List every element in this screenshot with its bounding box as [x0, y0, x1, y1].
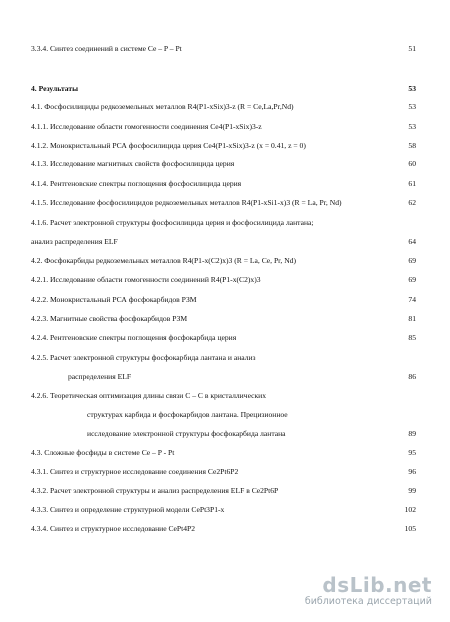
toc-entry-page: 81	[408, 314, 416, 323]
toc-entry-page: 102	[404, 505, 416, 514]
toc-entry-page: 74	[408, 295, 416, 304]
watermark-logo: dsLib.net	[322, 573, 432, 597]
toc-entry-page: 53	[408, 84, 416, 93]
toc-entry-title: анализ распределения ELF	[31, 237, 118, 246]
toc-entry-page: 96	[408, 467, 416, 476]
toc-entry-title: 4.1.4. Рентгеновские спектры поглощения фосфосилицида церия	[31, 179, 242, 188]
toc-entry-title: 4.2.1. Исследование области гомогенности соединений R4(P1-x(C2)x)3	[31, 275, 261, 284]
toc-entry-page: 85	[408, 333, 416, 342]
watermark-tagline: библиотека диссертаций	[304, 596, 432, 607]
toc-entry-title: 4.1. Фосфосилициды редкоземельных металлов R4(P1-xSix)3-z (R = Ce,La,Pr,Nd)	[31, 102, 294, 111]
toc-entry-page: 53	[408, 102, 416, 111]
toc-entry-title: 4.3.1. Синтез и структурное исследование соединения Ce2Pt6P2	[31, 467, 239, 476]
toc-entry-page: 51	[408, 44, 416, 53]
toc-entry-page: 53	[408, 122, 416, 131]
toc-entry-title: распределения ELF	[68, 372, 132, 381]
toc-entry-page: 105	[404, 524, 416, 533]
toc-entry-page: 99	[408, 486, 416, 495]
toc-entry-title: 4.3.3. Синтез и определение структурной модели CePt3P1-x	[31, 505, 225, 514]
toc-entry-title: 3.3.4. Синтез соединений в системе Ce – P – Pt	[31, 44, 182, 53]
toc-entry-title: 4.3.2. Расчет электронной структуры и анализ распределения ELF в Ce2Pt6P	[31, 486, 279, 495]
toc-entry-title: 4.1.1. Исследование области гомогенности соединения Ce4(P1-xSix)3-z	[31, 122, 262, 131]
toc-entry-title: 4. Результаты	[31, 84, 79, 93]
toc-entry-title: 4.3.4. Синтез и структурное исследование CePt4P2	[31, 524, 196, 533]
toc-entry-page: 60	[408, 159, 416, 168]
toc-entry-title: 4.1.6. Расчет электронной структуры фосфосилицида церия и фосфосилицида лантана;	[31, 218, 314, 227]
toc-entry-page: 58	[408, 141, 416, 150]
toc-entry-page: 64	[408, 237, 416, 246]
toc-entry-page: 61	[408, 179, 416, 188]
toc-entry-title: 4.1.3. Исследование магнитных свойств фосфосилицида церия	[31, 159, 235, 168]
toc-entry-title: 4.1.5. Исследование фосфосилицидов редкоземельных металлов R4(P1-xSi1-x)3 (R = La, Pr, Nd)	[31, 198, 342, 207]
toc-entry-title: 4.2. Фосфокарбиды редкоземельных металлов R4(P1-x(C2)x)3 (R = La, Ce, Pr, Nd)	[31, 256, 297, 265]
toc-entry-page: 69	[408, 256, 416, 265]
toc-entry-page: 69	[408, 275, 416, 284]
toc-entry-title: 4.2.4. Рентгеновские спектры поглощения фосфокарбида церия	[31, 333, 237, 342]
toc-entry-page: 89	[408, 429, 416, 438]
toc-entry-title: 4.2.5. Расчет электронной структуры фосфокарбида лантана и анализ	[31, 353, 256, 362]
toc-entry-title: структурах карбида и фосфокарбидов лантана. Прецизионное	[87, 410, 288, 419]
toc-entry-title: 4.3. Сложные фосфиды в системе Ce – P - Pt	[31, 448, 175, 457]
watermark	[305, 574, 432, 608]
toc-entry-title: 4.2.3. Магнитные свойства фосфокарбидов РЗМ	[31, 314, 188, 323]
toc-entry-page: 95	[408, 448, 416, 457]
toc-entry-title: 4.1.2. Монокристальный РСА фосфосилицида церия Ce4(P1-xSix)3-z (x = 0.41, z = 0)	[31, 141, 306, 150]
toc-entry-page: 86	[408, 372, 416, 381]
toc-entry-title: исследование электронной структуры фосфокарбида лантана	[87, 429, 286, 438]
toc-entry-title: 4.2.6. Теоретическая оптимизация длины связи C – C в кристаллических	[31, 391, 267, 400]
toc-entry-title: 4.2.2. Монокристальный РСА фосфокарбидов РЗМ	[31, 295, 197, 304]
toc-entry-page: 62	[408, 198, 416, 207]
